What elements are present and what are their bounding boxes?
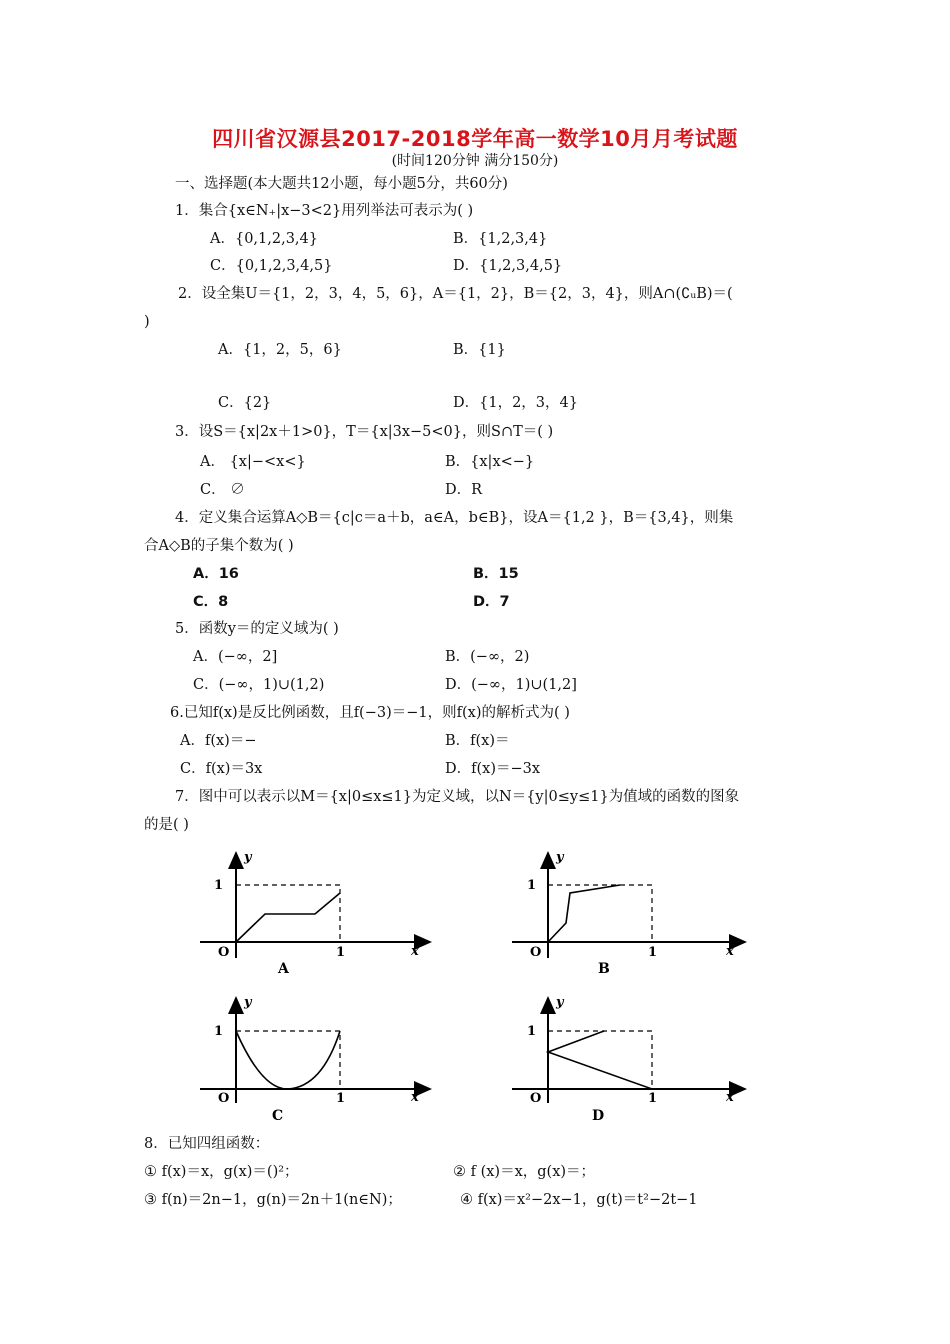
q3-option-b: B．{x|x<−} <box>445 454 535 470</box>
q2-option-a: A．{1，2，5，6} <box>218 342 342 358</box>
graph-c-origin: O <box>218 1091 230 1106</box>
q2-stem-end: ) <box>144 314 150 330</box>
q1-option-b: B．{1,2,3,4} <box>453 231 548 247</box>
graph-a <box>200 850 430 977</box>
graph-c-y-label: y <box>244 995 252 1010</box>
graph-b <box>512 850 745 977</box>
graph-a-curve <box>236 893 340 942</box>
q5-option-b: B．(−∞，2) <box>445 649 530 665</box>
q1-option-a: A．{0,1,2,3,4} <box>210 231 318 247</box>
q3-stem: 3．设S＝{x|2x＋1>0}，T＝{x|3x−5<0}，则S∩T＝( ) <box>175 424 554 440</box>
page-title: 四川省汉源县2017-2018学年高一数学10月月考试题 <box>212 127 738 151</box>
q3-option-d: D．R <box>445 482 483 498</box>
q4-option-a: A．16 <box>193 566 239 582</box>
graph-d-y-one: 1 <box>527 1024 537 1039</box>
q4-option-d: D．7 <box>473 594 510 610</box>
graph-c-curve <box>236 1031 340 1089</box>
graph-b-x-one: 1 <box>648 945 658 960</box>
graph-b-x-label: x <box>726 944 734 959</box>
q2-option-c: C．{2} <box>218 395 272 411</box>
q6-option-c: C．f(x)＝3x <box>180 761 263 777</box>
page-subtitle: (时间120分钟 满分150分) <box>391 153 559 169</box>
q6-option-b: B．f(x)＝ <box>445 733 510 749</box>
graph-c-x-one: 1 <box>336 1091 346 1106</box>
q7-stem: 7．图中可以表示以M＝{x|0≤x≤1}为定义域，以N＝{y|0≤y≤1}为值域的函数的图象 <box>175 789 740 805</box>
q3-option-c: C． ∅ <box>200 482 245 498</box>
q5-option-a: A．(−∞，2] <box>193 649 278 665</box>
graph-d-name: D <box>592 1108 605 1124</box>
graph-b-guide <box>548 885 652 942</box>
q4-option-b: B．15 <box>473 566 519 582</box>
q8-item-3: ③ f(n)＝2n−1，g(n)＝2n＋1(n∈N)； <box>144 1192 402 1208</box>
q8-item-2: ② f (x)＝x，g(x)＝； <box>453 1164 596 1180</box>
q4-option-c: C．8 <box>193 594 229 610</box>
q5-option-d: D．(−∞，1)∪(1,2] <box>445 677 577 693</box>
q8-stem: 8．已知四组函数： <box>144 1136 270 1152</box>
q6-stem: 6.已知f(x)是反比例函数，且f(−3)＝−1，则f(x)的解析式为( ) <box>170 705 570 721</box>
graph-b-y-one: 1 <box>527 878 537 893</box>
graph-b-curve <box>548 885 620 942</box>
section-heading: 一、选择题(本大题共12小题，每小题5分，共60分) <box>175 176 508 192</box>
q4-stem-2: 合A◇B的子集个数为( ) <box>144 538 294 554</box>
q5-stem: 5．函数y＝的定义域为( ) <box>175 621 339 637</box>
graph-a-name: A <box>278 961 289 977</box>
graph-d-y-label: y <box>556 995 564 1010</box>
q6-option-d: D．f(x)＝−3x <box>445 761 541 777</box>
graph-c <box>200 995 430 1124</box>
graph-d-curve <box>548 1031 652 1089</box>
q6-option-a: A．f(x)＝− <box>180 733 257 749</box>
graph-d-guide <box>548 1031 652 1089</box>
q3-option-a: A． {x|−<x<} <box>200 454 306 470</box>
graph-c-y-one: 1 <box>214 1024 224 1039</box>
graph-a-x-one: 1 <box>336 945 346 960</box>
q5-option-c: C．(−∞，1)∪(1,2) <box>193 677 325 693</box>
graph-a-y-label: y <box>244 850 252 865</box>
graph-b-origin: O <box>530 945 542 960</box>
graph-a-x-label: x <box>411 944 419 959</box>
graph-d <box>512 995 745 1124</box>
graph-d-origin: O <box>530 1091 542 1106</box>
graph-b-name: B <box>598 961 610 977</box>
q1-option-c: C．{0,1,2,3,4,5} <box>210 258 333 274</box>
q2-stem: 2．设全集U＝{1，2，3，4，5，6}，A＝{1，2}，B＝{2，3，4}，则A∩(∁ᵤB)＝( <box>178 286 733 302</box>
q2-option-b: B．{1} <box>453 342 506 358</box>
graph-d-x-one: 1 <box>648 1091 658 1106</box>
q8-item-1: ① f(x)＝x，g(x)＝()²； <box>144 1164 299 1180</box>
q7-stem-2: 的是( ) <box>144 817 189 833</box>
graph-b-y-label: y <box>556 850 564 865</box>
q1-stem: 1．集合{x∈N₊|x−3<2}用列举法可表示为( ) <box>175 203 474 219</box>
q8-item-4: ④ f(x)＝x²−2x−1，g(t)＝t²−2t−1 <box>460 1192 698 1208</box>
q4-stem: 4．定义集合运算A◇B＝{c|c＝a＋b，a∈A，b∈B}，设A＝{1,2 }，B＝{3,4}，则集 <box>175 510 734 526</box>
graph-a-y-one: 1 <box>214 878 224 893</box>
graph-c-x-label: x <box>411 1090 419 1105</box>
graph-d-x-label: x <box>726 1090 734 1105</box>
graph-c-name: C <box>272 1108 284 1124</box>
graph-a-origin: O <box>218 945 230 960</box>
q2-option-d: D．{1，2，3，4} <box>453 395 578 411</box>
q1-option-d: D．{1,2,3,4,5} <box>453 258 563 274</box>
